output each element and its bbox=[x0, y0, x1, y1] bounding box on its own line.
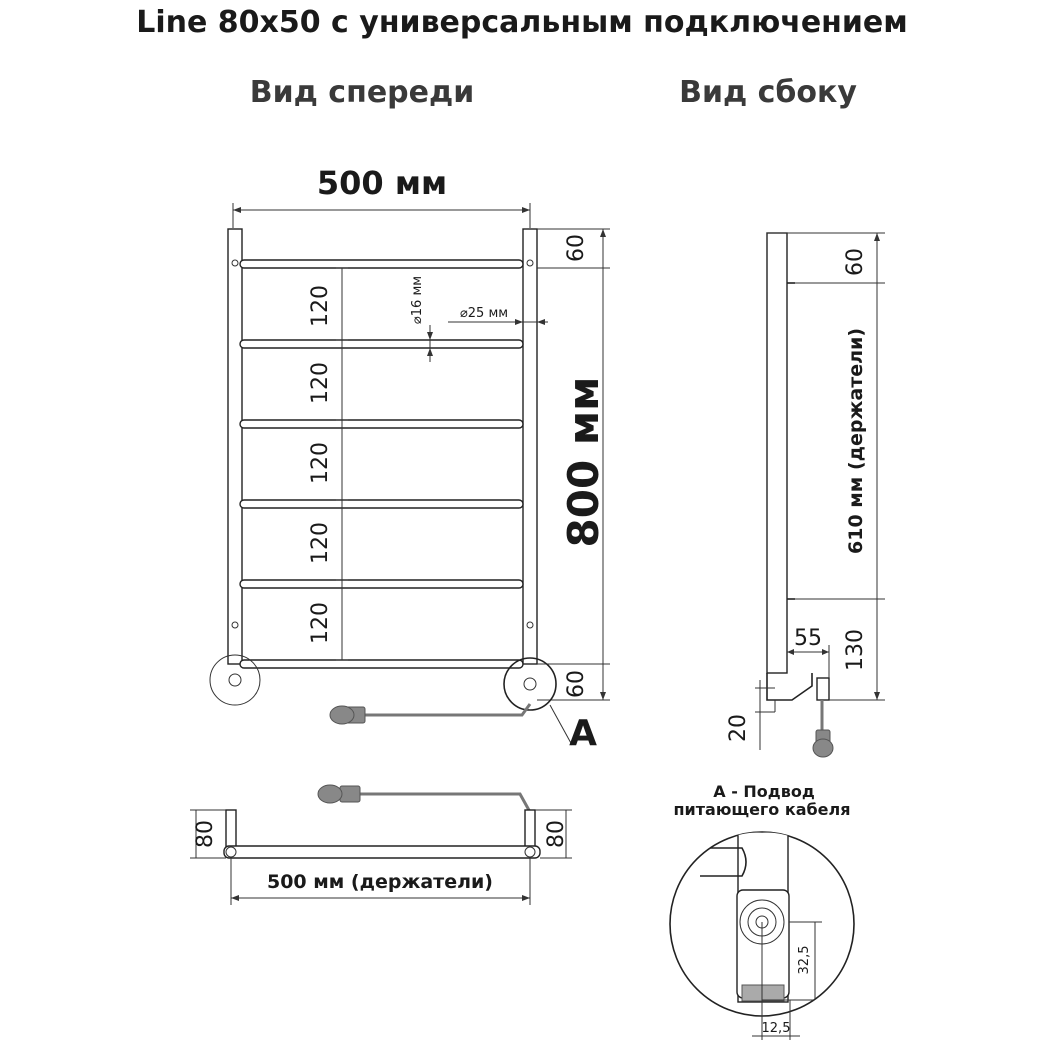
detail-caption-line1: A - Подвод bbox=[713, 782, 815, 801]
side-view-label: Вид сбоку bbox=[679, 75, 857, 110]
side-holders-label: 610 мм (держатели) bbox=[845, 327, 867, 555]
right-post bbox=[523, 229, 537, 664]
plug-icon bbox=[330, 706, 365, 724]
front-cable bbox=[365, 704, 530, 715]
detail-a bbox=[670, 782, 854, 1040]
bottom-right-nut bbox=[524, 678, 536, 690]
rung-4 bbox=[240, 500, 523, 508]
bottom-cable bbox=[360, 794, 530, 812]
front-top-offset-label: 60 bbox=[564, 234, 589, 262]
bar-diameter-label: ⌀16 мм bbox=[410, 275, 425, 325]
side-bottom-offset-label: 130 bbox=[843, 629, 868, 671]
front-width-label: 500 мм bbox=[316, 164, 448, 202]
side-connector-end bbox=[817, 678, 829, 700]
spacing-label-2: 120 bbox=[308, 362, 333, 404]
side-top-offset-label: 60 bbox=[843, 248, 868, 276]
rung-6 bbox=[240, 660, 523, 668]
left-post bbox=[228, 229, 242, 664]
front-view bbox=[210, 164, 610, 754]
bottom-bar bbox=[224, 846, 540, 858]
bottom-depth-right-label: 80 bbox=[544, 820, 569, 848]
spacing-label-3: 120 bbox=[308, 442, 333, 484]
detail-caption-line2: питающего кабеля bbox=[673, 800, 851, 819]
side-base-label: 20 bbox=[726, 714, 751, 742]
bottom-view bbox=[190, 785, 572, 905]
post-diameter-label: ⌀25 мм bbox=[459, 306, 509, 321]
drawing-title: Line 80x50 с универсальным подключением bbox=[136, 5, 908, 40]
bottom-left-nut bbox=[229, 674, 241, 686]
bottom-plug-icon bbox=[318, 785, 360, 803]
spacing-label-1: 120 bbox=[308, 285, 333, 327]
side-depth-label: 55 bbox=[794, 626, 822, 651]
spacing-label-4: 120 bbox=[308, 522, 333, 564]
side-view bbox=[726, 233, 885, 757]
front-view-label: Вид спереди bbox=[249, 75, 475, 110]
side-plug-icon bbox=[813, 730, 833, 757]
front-bottom-offset-label: 60 bbox=[564, 670, 589, 698]
side-post bbox=[767, 233, 787, 673]
detail-height-label: 32,5 bbox=[797, 945, 812, 975]
spacing-label-5: 120 bbox=[308, 602, 333, 644]
bottom-right-circle bbox=[504, 658, 556, 710]
callout-a-label: A bbox=[569, 713, 597, 754]
bottom-depth-left-label: 80 bbox=[193, 820, 218, 848]
detail-width-label: 12,5 bbox=[761, 1021, 791, 1036]
rung-2 bbox=[240, 340, 523, 348]
front-height-label: 800 мм bbox=[559, 376, 608, 548]
side-connector bbox=[767, 673, 812, 700]
bottom-holders-width-label: 500 мм (держатели) bbox=[266, 871, 494, 893]
rung-5 bbox=[240, 580, 523, 588]
rung-1 bbox=[240, 260, 523, 268]
rung-3 bbox=[240, 420, 523, 428]
